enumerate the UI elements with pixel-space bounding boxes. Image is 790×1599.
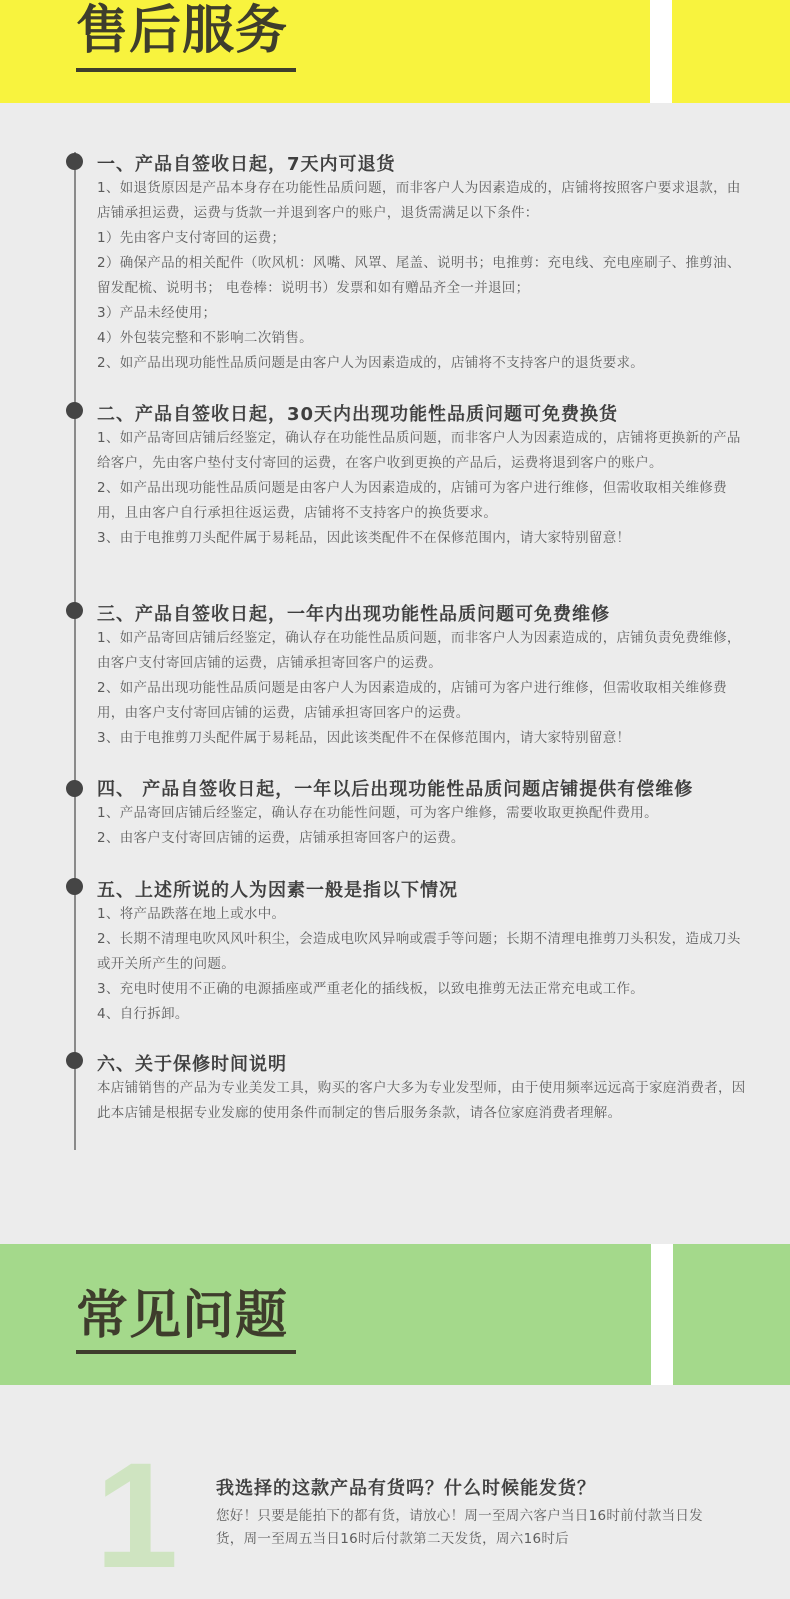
section-line: 4、自行拆卸。 — [97, 1006, 189, 1022]
section-body — [97, 176, 747, 376]
after-sales-title: 售后服务 — [76, 1, 289, 61]
faq-banner — [0, 1244, 790, 1385]
section-heading: 四、 产品自签收日起，一年以后出现功能性品质问题店铺提供有偿维修 — [97, 779, 694, 800]
timeline-dot — [66, 878, 83, 895]
section-line: 2、如产品出现功能性品质问题是由客户人为因素造成的，店铺将不支持客户的退货要求。 — [97, 355, 645, 371]
faq-answer: 您好！只要是能拍下的都有货，请放心！周一至周六客户当日16时前付款当日发货，周一至周五当日16时后付款第二天发货，周六16时后 — [216, 1508, 703, 1547]
timeline-line — [74, 152, 76, 1150]
timeline-dot — [66, 602, 83, 619]
section-line: 3、由于电推剪刀头配件属于易耗品，因此该类配件不在保修范围内，请大家特别留意！ — [97, 530, 631, 546]
title-underline — [76, 68, 296, 72]
section-heading: 一、产品自签收日起，7天内可退货 — [97, 154, 396, 175]
banner-stripe — [651, 1244, 673, 1385]
section-body — [97, 1076, 747, 1126]
section-heading: 五、上述所说的人为因素一般是指以下情况 — [97, 880, 458, 901]
section-body — [97, 801, 747, 851]
section-line: 3、充电时使用不正确的电源插座或严重老化的插线板，以致电推剪无法正常充电或工作。 — [97, 981, 645, 997]
timeline-dot — [66, 1052, 83, 1069]
section-line: 1、产品寄回店铺后经鉴定，确认存在功能性问题，可为客户维修，需要收取更换配件费用。 — [97, 805, 658, 821]
section-heading: 二、产品自签收日起，30天内出现功能性品质问题可免费换货 — [97, 404, 619, 425]
section-line: 4）外包装完整和不影响二次销售。 — [97, 330, 313, 346]
timeline-dot — [66, 780, 83, 797]
section-line: 本店铺销售的产品为专业美发工具，购买的客户大多为专业发型师，由于使用频率远远高于家庭消费者，因此本店铺是根据专业发廊的使用条件而制定的售后服务条款，请各位家庭消费者理解。 — [97, 1080, 746, 1121]
timeline-dot — [66, 153, 83, 170]
section-line: 3、由于电推剪刀头配件属于易耗品，因此该类配件不在保修范围内，请大家特别留意！ — [97, 730, 631, 746]
timeline-dot — [66, 402, 83, 419]
section-line: 1、如退货原因是产品本身存在功能性品质问题，而非客户人为因素造成的，店铺将按照客户要求退款，由店铺承担运费，运费与货款一并退到客户的账户，退货需满足以下条件： — [97, 180, 741, 221]
title-underline — [76, 1350, 296, 1354]
section-line: 3）产品未经使用； — [97, 305, 217, 321]
section-line: 1、如产品寄回店铺后经鉴定，确认存在功能性品质问题，而非客户人为因素造成的，店铺将更换新的产品给客户，先由客户垫付支付寄回的运费，在客户收到更换的产品后，运费将退到客户的账户。 — [97, 430, 741, 471]
section-heading: 三、产品自签收日起，一年内出现功能性品质问题可免费维修 — [97, 604, 610, 625]
section-line: 1）先由客户支付寄回的运费； — [97, 230, 286, 246]
faq-number: 1 — [95, 1431, 179, 1599]
after-sales-banner — [0, 0, 790, 103]
section-body — [97, 902, 747, 1027]
banner-stripe — [650, 0, 672, 103]
section-line: 1、将产品跌落在地上或水中。 — [97, 906, 286, 922]
section-body — [97, 426, 747, 551]
section-line: 2、由客户支付寄回店铺的运费，店铺承担寄回客户的运费。 — [97, 830, 465, 846]
section-heading: 六、关于保修时间说明 — [97, 1054, 287, 1075]
section-line: 2、如产品出现功能性品质问题是由客户人为因素造成的，店铺可为客户进行维修，但需收取相关维修费用，由客户支付寄回店铺的运费，店铺承担寄回客户的运费。 — [97, 680, 727, 721]
faq-title: 常见问题 — [76, 1286, 289, 1346]
section-line: 2、长期不清理电吹风风叶积尘，会造成电吹风异响或震手等问题；长期不清理电推剪刀头积发，造成刀头或开关所产生的问题。 — [97, 931, 741, 972]
section-line: 2）确保产品的相关配件（吹风机：风嘴、风罩、尾盖、说明书；电推剪：充电线、充电座刷子、推剪油、留发配梳、说明书； 电卷棒：说明书）发票和如有赠品齐全一并退回； — [97, 255, 741, 296]
faq-question: 我选择的这款产品有货吗？什么时候能发货？ — [216, 1478, 596, 1499]
section-line: 2、如产品出现功能性品质问题是由客户人为因素造成的，店铺可为客户进行维修，但需收取相关维修费用，且由客户自行承担往返运费，店铺将不支持客户的换货要求。 — [97, 480, 727, 521]
section-line: 1、如产品寄回店铺后经鉴定，确认存在功能性品质问题，而非客户人为因素造成的，店铺负责免费维修，由客户支付寄回店铺的运费，店铺承担寄回客户的运费。 — [97, 630, 741, 671]
section-body — [97, 626, 747, 751]
